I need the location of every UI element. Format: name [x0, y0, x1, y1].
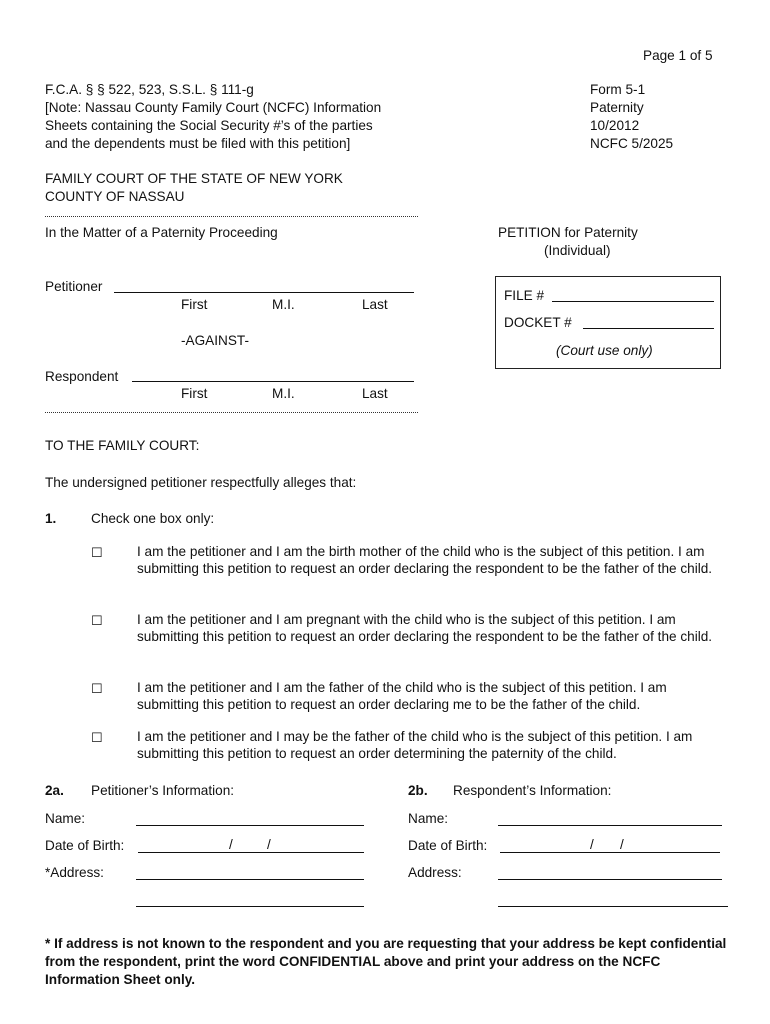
page-number: Page 1 of 5	[643, 48, 713, 63]
respondent-first-label: First	[181, 386, 208, 401]
respondent-name-field[interactable]	[132, 381, 414, 382]
respondent-dob-input[interactable]	[500, 852, 720, 853]
checkbox-possible-father[interactable]: ☐	[91, 730, 103, 745]
checkbox-pregnant[interactable]: ☐	[91, 613, 103, 628]
respondent-name-label: Name:	[408, 811, 449, 826]
form-type: Paternity	[590, 100, 644, 115]
item-1-number: 1.	[45, 511, 57, 526]
respondent-address-line-1[interactable]	[498, 879, 722, 880]
item-1-instruction: Check one box only:	[91, 511, 215, 526]
respondent-address-label: Address:	[408, 865, 462, 880]
petitioner-dob-label: Date of Birth:	[45, 838, 125, 853]
petition-subtitle: (Individual)	[544, 243, 611, 258]
petitioner-address-line-1[interactable]	[136, 879, 364, 880]
checkbox-birth-mother[interactable]: ☐	[91, 545, 103, 560]
choice-birth-mother-text: I am the petitioner and I am the birth mother of the child who is the subject of this petition. I am submitting this petition to request an order declaring the respondent to be the father of the child.	[137, 544, 713, 577]
petitioner-name-input[interactable]	[136, 825, 364, 826]
choice-pregnant-text: I am the petitioner and I am pregnant with the child who is the subject of this petition. I am submitting this petition to request an order declaring the respondent to be the father of the child.	[137, 612, 713, 645]
form-date: 10/2012	[590, 118, 640, 133]
petitioner-address-line-2[interactable]	[136, 906, 364, 907]
checkbox-father[interactable]: ☐	[91, 681, 103, 696]
petitioner-dob-sep-2: /	[267, 837, 271, 852]
matter-title: In the Matter of a Paternity Proceeding	[45, 225, 278, 240]
item-2b-number: 2b.	[408, 783, 428, 798]
docket-number-field[interactable]	[583, 328, 714, 329]
confidential-address-footnote: * If address is not known to the respondent and you are requesting that your address be kept confidential from the respondent, print the word CONFIDENTIAL above and print your address on the NCFC Information Sheet only.	[45, 936, 727, 987]
respondent-dob-sep-2: /	[620, 837, 624, 852]
item-2a-number: 2a.	[45, 783, 64, 798]
respondent-mi-label: M.I.	[272, 386, 295, 401]
form-revision: NCFC 5/2025	[590, 136, 674, 151]
respondent-last-label: Last	[362, 386, 388, 401]
petitioner-mi-label: M.I.	[272, 297, 295, 312]
file-number-label: FILE #	[504, 288, 545, 303]
caption-divider-bottom	[45, 412, 418, 413]
petitioner-name-label: Name:	[45, 811, 86, 826]
court-name: FAMILY COURT OF THE STATE OF NEW YORK	[45, 171, 343, 186]
respondent-dob-label: Date of Birth:	[408, 838, 488, 853]
petitioner-dob-input[interactable]	[138, 852, 364, 853]
petitioner-first-label: First	[181, 297, 208, 312]
court-use-note: (Court use only)	[556, 343, 653, 358]
filing-note-line-1: [Note: Nassau County Family Court (NCFC) Information	[45, 100, 382, 115]
petitioner-address-label: *Address:	[45, 865, 104, 880]
statute-citation: F.C.A. § § 522, 523, S.S.L. § 111-g	[45, 82, 254, 97]
petitioner-last-label: Last	[362, 297, 388, 312]
court-county: COUNTY OF NASSAU	[45, 189, 185, 204]
addressee: TO THE FAMILY COURT:	[45, 438, 200, 453]
caption-divider-top	[45, 216, 418, 217]
petitioner-info-title: Petitioner’s Information:	[91, 783, 235, 798]
file-number-field[interactable]	[552, 301, 714, 302]
respondent-info-title: Respondent’s Information:	[453, 783, 612, 798]
against-label: -AGAINST-	[181, 333, 249, 348]
respondent-dob-sep-1: /	[590, 837, 594, 852]
filing-note-line-2: Sheets containing the Social Security #’s of the parties	[45, 118, 373, 133]
petitioner-name-field[interactable]	[114, 292, 414, 293]
docket-number-label: DOCKET #	[504, 315, 572, 330]
form-number: Form 5-1	[590, 82, 646, 97]
choice-father-text: I am the petitioner and I am the father of the child who is the subject of this petition. I am submitting this petition to request an order declaring me to be the father of the child.	[137, 680, 667, 713]
intro-statement: The undersigned petitioner respectfully alleges that:	[45, 475, 357, 490]
petitioner-dob-sep-1: /	[229, 837, 233, 852]
petition-title: PETITION for Paternity	[498, 225, 638, 240]
filing-note-line-3: and the dependents must be filed with this petition]	[45, 136, 351, 151]
petitioner-label: Petitioner	[45, 279, 103, 294]
respondent-name-input[interactable]	[498, 825, 722, 826]
choice-possible-father-text: I am the petitioner and I may be the father of the child who is the subject of this petition. I am submitting this petition to request an order determining the paternity of the child.	[137, 729, 693, 762]
respondent-address-line-2[interactable]	[498, 906, 728, 907]
respondent-label: Respondent	[45, 369, 119, 384]
